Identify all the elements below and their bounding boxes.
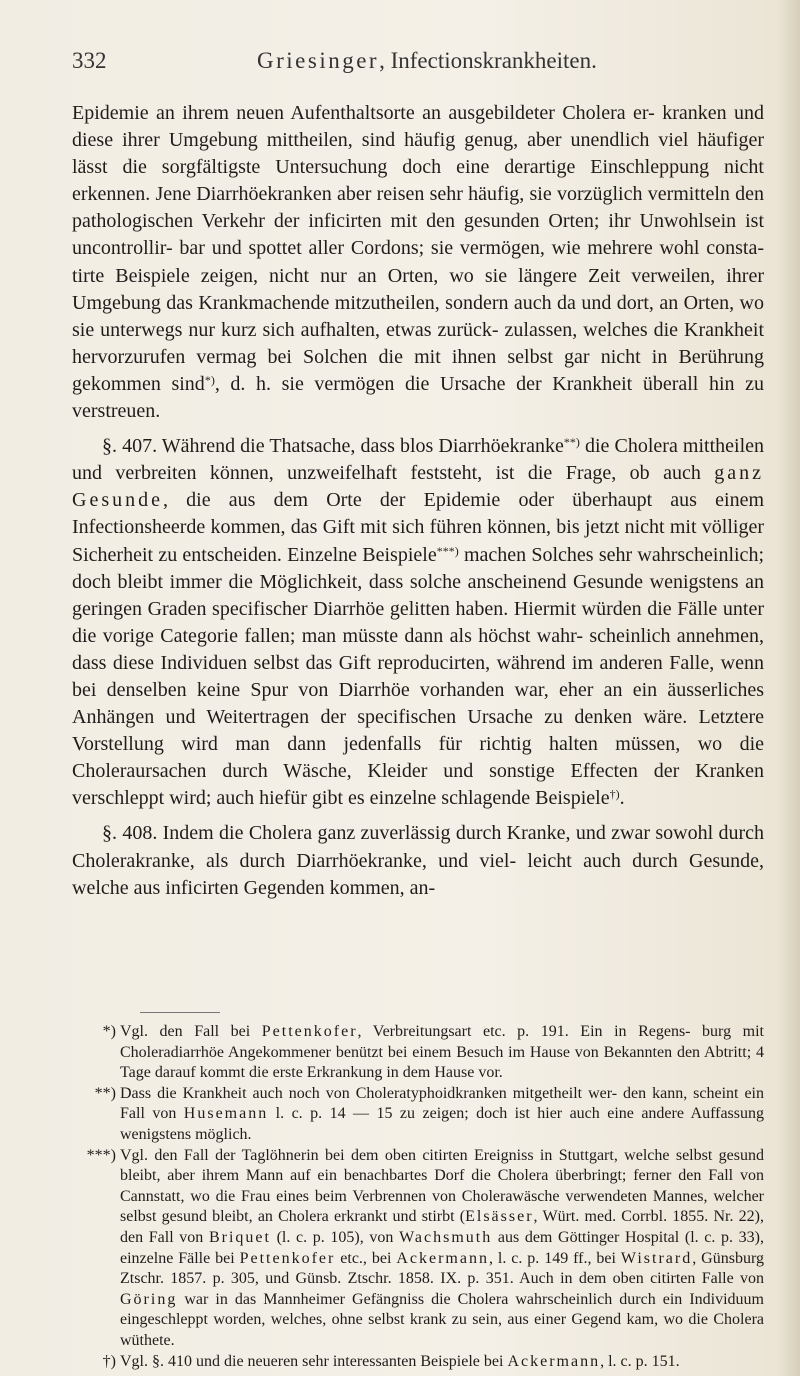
footnote-2 <box>72 1084 764 1146</box>
page-number: 332 <box>72 48 107 73</box>
main-text <box>72 100 764 902</box>
paragraph-407-text-c: , die aus dem Orte der Epidemie oder überhaupt aus einem Infectionsheerde kommen, das Gift mit sich führen können, bis jetzt nicht mit völliger Sicherheit zu entscheiden. Einzelne Beispiele <box>72 489 764 566</box>
cited-author: Wistrard <box>620 1249 693 1267</box>
running-title <box>257 48 597 74</box>
footnote-text: , Würt. med. Corrbl. 1855. Nr. 22), den Fall von <box>120 1208 764 1246</box>
cited-author: Elsässer <box>465 1208 534 1226</box>
page-edge-shadow <box>778 0 800 1376</box>
footnote-text: Vgl. den Fall bei <box>120 1023 262 1040</box>
footnote-mark: ***) <box>86 1146 116 1164</box>
paragraph-407-text-e: . <box>619 787 625 810</box>
footnote-1 <box>72 1022 764 1084</box>
cited-author: Ackermann <box>396 1249 489 1267</box>
footnote-ref-3[interactable]: ***) <box>436 543 459 558</box>
running-subject: , Infectionskrankheiten. <box>379 48 597 73</box>
footnote-ref-1[interactable]: *) <box>204 372 215 387</box>
footnote-rule <box>140 1012 220 1013</box>
footnote-3 <box>72 1146 764 1352</box>
footnote-text: Vgl. §. 410 und die neueren sehr interessanten Beispiele bei <box>120 1352 508 1370</box>
running-header <box>72 48 762 78</box>
paragraph-407-text-a: §. 407. Während die Thatsache, dass blos Diarrhöekranke <box>102 435 564 458</box>
cited-author: Pettenkofer <box>261 1023 358 1040</box>
emphasis-spaced: ganz Gesunde <box>72 462 764 512</box>
paragraph-408: §. 408. Indem die Cholera ganz zuverlässig durch Kranke, und zwar sowohl durch Cholerakranke, als durch Diarrhöekranke, und viel- leicht auch durch Gesunde, welche aus inficirten Gegenden kommen, an- <box>72 822 764 899</box>
footnote-text: , l. c. p. 151. <box>600 1352 680 1370</box>
footnote-text: etc., bei <box>335 1249 397 1267</box>
cited-author: Briquet <box>208 1228 271 1246</box>
paragraph-407-text-b: die Cholera mittheilen und verbreiten können, unzweifelhaft feststeht, ist die Frage, ob auch <box>72 435 765 485</box>
cited-author: Husemann <box>183 1105 269 1123</box>
paragraph-1-tail: , d. h. sie vermögen die Ursache der Krankheit überall hin zu verstreuen. <box>72 372 764 423</box>
footnote-mark: **) <box>94 1084 116 1102</box>
footnote-4 <box>72 1352 764 1373</box>
cited-author: Pettenkofer <box>239 1249 336 1267</box>
footnote-ref-4[interactable]: †) <box>609 787 620 802</box>
footnote-text: l. c. p. 14 — 15 zu zeigen; doch ist hier auch eine andere Auffassung wenigstens möglich. <box>120 1105 765 1143</box>
footnotes <box>72 1022 764 1372</box>
footnote-text: Dass die Krankheit auch noch von Choleratyphoidkranken mitgetheilt wer- den kann, scheint ein Fall von <box>120 1084 764 1123</box>
footnote-mark: *) <box>102 1023 116 1040</box>
paragraph-1 <box>72 100 764 425</box>
cited-author: Göring <box>120 1290 178 1308</box>
footnote-mark: †) <box>102 1352 116 1370</box>
footnote-text: , Günsburg Ztschr. 1857. p. 305, und Günsb. Ztschr. 1858. IX. p. 351. Auch in dem oben citirten Falle von <box>120 1249 764 1288</box>
footnote-text: , Verbreitungsart etc. p. 191. Ein in Regens- burg mit Choleradiarrhöe Angekommener benützt bei einem Besuch im Hause von Bekannten den Abtritt; 4 Tage darauf kommt die erste Erkrankung in dem Hause vor. <box>120 1023 764 1082</box>
paragraph-1-text: Epidemie an ihrem neuen Aufenthaltsorte an ausgebildeter Cholera er- kranken und diese ihrer Umgebung mittheilen, sind häufig genug, aber unendlich viel häufiger lässt die sorgfältigste Untersuchung doch eine derartige Einschleppung nicht erkennen. Jene Diarrhöekranken aber reisen sehr häufig, sie vorzüglich vermitteln den pathologischen Verkehr der inficirten mit den gesunden Orten; ihr Unwohlsein ist uncontrollir- bar und spottet aller Cordons; sie vermögen, wie mehrere wohl consta- tirte Beispiele zeigen, nicht nur an Orten, wo sie längere Zeit verweilen, ihrer Umgebung das Krankmachende mitzutheilen, sondern auch da und dort, an Orten, wo sie unterwegs nur kurz sich aufhalten, etwas zurück- zulassen, welches die Krankheit hervorzurufen vermag bei Solchen die mit ihnen selbst gar nicht in Berührung gekommen sind <box>72 102 764 395</box>
cited-author: Ackermann <box>507 1352 601 1370</box>
paragraph-407 <box>72 433 764 812</box>
running-author: Griesinger <box>257 48 380 73</box>
footnote-ref-2[interactable]: **) <box>563 435 580 450</box>
cited-author: Wachsmuth <box>399 1228 493 1246</box>
footnote-text: war in das Mannheimer Gefängniss die Cholera wahrscheinlich durch ein Individuum eingeschleppt worden, welches, ohne selbst krank zu sein, aus einer Gegend kam, wo die Cholera wüthete. <box>120 1290 764 1349</box>
footnote-text: (l. c. p. 105), von <box>270 1228 400 1246</box>
footnote-text: aus dem Göttinger Hospital (l. c. p. 33), einzelne Fälle bei <box>120 1228 765 1267</box>
footnote-text: Vgl. den Fall der Taglöhnerin bei dem oben citirten Ereigniss in Stuttgart, welche selbst gesund bleibt, aber ihrem Mann auf ein benachbartes Dorf die Cholera überbringt; ferner den Fall von Cannstatt, wo die Frau eines beim Verbrennen von Cholerawäsche verwendeten Mannes, welcher selbst gesund bleibt, an Cholera erkrankt und stirbt ( <box>120 1146 764 1226</box>
footnote-text: , l. c. p. 149 ff., bei <box>488 1249 621 1267</box>
paragraph-407-text-d: machen Solches sehr wahrscheinlich; doch bleibt immer die Möglichkeit, dass solche anscheinend Gesunde wenigstens an geringen Graden specifischer Diarrhöe gelitten haben. Hiermit würden die Fälle unter die vorige Categorie fallen; man müsste dann als höchst wahr- scheinlich annehmen, dass diese Individuen selbst das Gift reproducirten, während im anderen Falle, wenn bei denselben keine Spur von Diarrhöe vorhanden war, eher an ein äusserliches Anhängen und Weitertragen der specifischen Ursache zu denken wäre. Letztere Vorstellung wird man dann jedenfalls für richtig halten müssen, wo die Choleraursachen durch Wäsche, Kleider und sonstige Effecten der Kranken verschleppt wird; auch hiefür gibt es einzelne schlagende Beispiele <box>72 543 764 810</box>
